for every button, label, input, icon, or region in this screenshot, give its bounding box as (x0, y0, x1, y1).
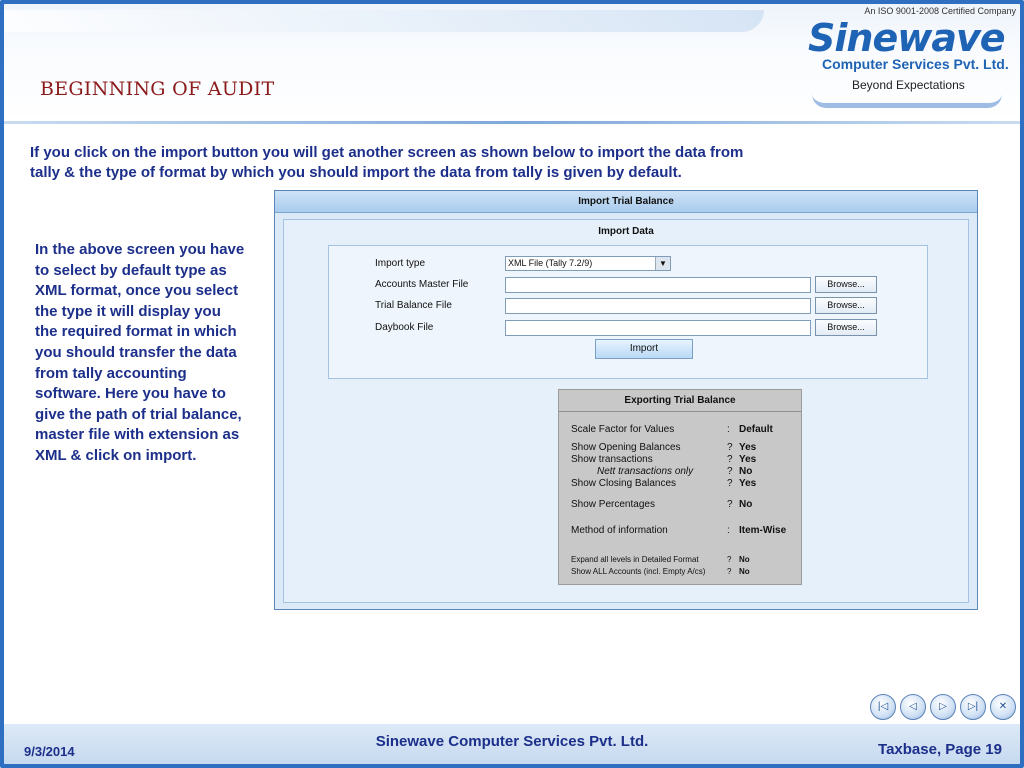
export-row: Show transactions ? Yes (571, 454, 757, 465)
export-row: Show Percentages ? No (571, 499, 753, 510)
slide-title: BEGINNING OF AUDIT (40, 78, 275, 100)
next-slide-icon[interactable]: ▷ (930, 694, 956, 720)
import-data-panel (328, 245, 928, 379)
import-trial-balance-screenshot (274, 190, 978, 610)
trial-balance-label: Trial Balance File (375, 300, 452, 311)
export-title: Exporting Trial Balance (559, 390, 801, 412)
footer-date: 9/3/2014 (24, 744, 75, 759)
logo-tagline: Beyond Expectations (852, 78, 965, 92)
export-row: Nett transactions only ? No (597, 466, 753, 477)
export-row: Method of information : Item-Wise (571, 525, 787, 536)
instruction-paragraph: In the above screen you have to select by default type as XML format, once you select the type it will display you the required format in which you should transfer the data from tally accounting software. Here you have to give the path of trial balance, master file with extension as XML & click on import. (35, 241, 245, 464)
accounts-master-browse-button[interactable]: Browse... (815, 276, 877, 293)
import-type-label: Import type (375, 258, 426, 269)
intro-paragraph: If you click on the import button you will get another screen as shown below to import the data from tally & the type of format by which you should import the data from tally is given by default. (30, 144, 744, 181)
previous-slide-icon[interactable]: ◁ (900, 694, 926, 720)
logo-certification: An ISO 9001-2008 Certified Company (864, 6, 1016, 16)
first-slide-icon[interactable]: |◁ (870, 694, 896, 720)
exporting-trial-balance-panel (558, 389, 802, 585)
company-logo (792, 4, 1020, 120)
trial-balance-browse-button[interactable]: Browse... (815, 297, 877, 314)
import-type-value: XML File (Tally 7.2/9) (508, 258, 593, 268)
trial-balance-input[interactable] (505, 298, 811, 314)
accounts-master-label: Accounts Master File (375, 279, 469, 290)
export-row: Show Opening Balances ? Yes (571, 442, 757, 453)
import-type-select[interactable] (505, 256, 671, 271)
header-divider (4, 121, 1020, 124)
accounts-master-input[interactable] (505, 277, 811, 293)
export-row: Expand all levels in Detailed Format ? No (571, 555, 750, 564)
daybook-browse-button[interactable]: Browse... (815, 319, 877, 336)
header-swoosh (4, 10, 764, 32)
daybook-label: Daybook File (375, 322, 434, 333)
footer-company: Sinewave Computer Services Pvt. Ltd. (375, 733, 649, 750)
export-row: Show ALL Accounts (incl. Empty A/cs) ? No (571, 567, 750, 576)
import-data-heading: Import Data (598, 226, 654, 237)
export-row: Scale Factor for Values : Default (571, 424, 773, 435)
export-row: Show Closing Balances ? Yes (571, 478, 757, 489)
logo-name: Sinewave (808, 16, 1005, 60)
import-button[interactable]: Import (595, 339, 693, 359)
window-title: Import Trial Balance (275, 191, 977, 213)
window-body (283, 219, 969, 603)
close-icon[interactable]: ✕ (990, 694, 1016, 720)
logo-swoosh (812, 94, 1002, 108)
logo-subtitle: Computer Services Pvt. Ltd. (822, 56, 1009, 72)
footer-page-number: Taxbase, Page 19 (878, 741, 1002, 758)
daybook-input[interactable] (505, 320, 811, 336)
chevron-down-icon[interactable]: ▼ (655, 257, 670, 270)
last-slide-icon[interactable]: ▷| (960, 694, 986, 720)
